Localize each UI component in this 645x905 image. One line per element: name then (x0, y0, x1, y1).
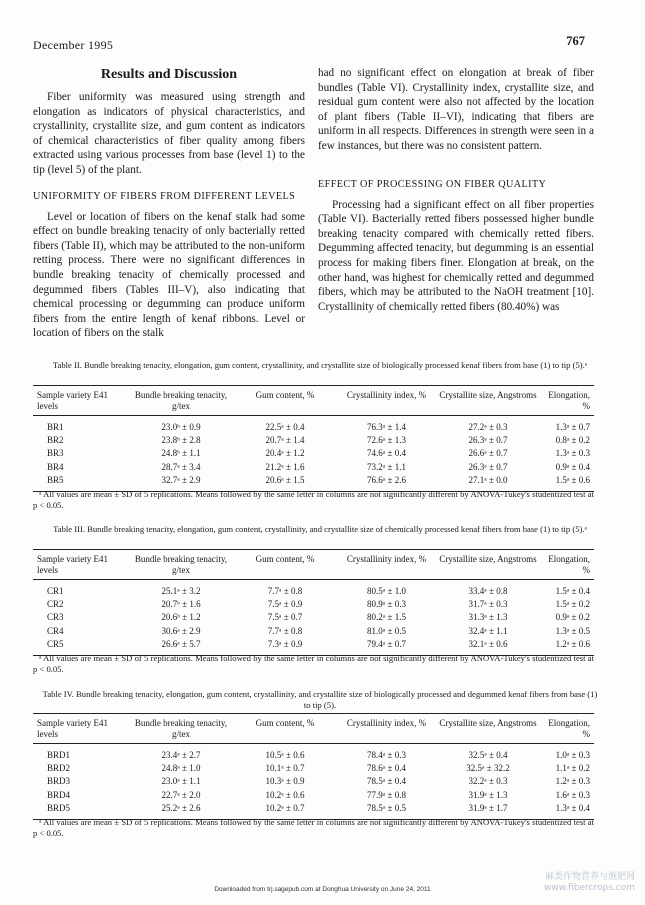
table-cell: 7.7ᵃ ± 0.8 (267, 586, 303, 596)
table-cell: BR1 (47, 422, 64, 432)
table-cell: 32.5ᵃ ± 32.2 (466, 763, 510, 774)
table-cell: 25.2ᵃ ± 2.6 (161, 802, 201, 813)
column-header: Bundle breaking tenacity, g/tex (134, 554, 228, 575)
table-cell: 79.4ᵃ ± 0.7 (367, 638, 406, 649)
table-cell: 1.0ᵃ ± 0.3 (555, 750, 590, 760)
table-cell: 32.2ᵃ ± 0.3 (468, 776, 508, 787)
table-cell: 80.5ᵃ ± 1.0 (367, 586, 406, 596)
download-footer: Downloaded from trj.sagepub.com at Donghua University on June 24, 2011 (214, 886, 431, 893)
table-row (33, 789, 594, 802)
table-cell: 1.3ᵃ ± 0.7 (555, 422, 590, 432)
table-cell: BR3 (47, 448, 64, 459)
table-cell: 24.8ᵇ ± 1.1 (161, 448, 201, 459)
table-cell: 32.1ᵃ ± 0.6 (468, 638, 508, 649)
table-cell: 1.5ᵃ ± 0.6 (555, 474, 590, 485)
table-cell: 26.6ᵃ ± 0.7 (468, 448, 508, 459)
data-table (33, 549, 594, 656)
subsection-heading: EFFECT OF PROCESSING ON FIBER QUALITY (318, 178, 547, 190)
column-header: Sample variety E41 levels (37, 390, 108, 411)
table-footnote: ᵃ All values are mean ± SD of 5 replications. Means followed by the same letter in columns are not significantly different by ANOVA-Tukey's studentized test at p < 0.05. (33, 489, 594, 510)
table-cell: BR4 (47, 461, 64, 472)
table-cell: 22.5ᵃ ± 0.4 (265, 422, 305, 432)
table-cell: 78.5ᵃ ± 0.4 (367, 776, 406, 787)
column-header: Bundle breaking tenacity, g/tex (134, 718, 228, 739)
column-header: Crystallinity index, % (346, 718, 427, 728)
column-header: Crystallite size, Angstroms (439, 390, 537, 400)
left-column (33, 66, 305, 341)
table-cell: 20.7ᵇ ± 1.6 (161, 599, 201, 610)
table-cell: 1.1ᵃ ± 0.2 (555, 763, 590, 774)
table-cell: 1.3ᵃ ± 0.4 (555, 802, 590, 813)
watermark-line: www.fibercrops.com (544, 883, 635, 893)
table-row (33, 762, 594, 775)
table-cell: 7.3ᵃ ± 0.9 (267, 638, 303, 649)
table-cell: 1.6ᵃ ± 0.3 (555, 789, 590, 800)
column-header: Crystallinity index, % (346, 390, 427, 400)
table-cell: 73.2ᵃ ± 1.1 (367, 461, 406, 472)
table-cell: 78.5ᵃ ± 0.5 (367, 802, 406, 813)
table-row (33, 611, 594, 624)
table-cell: 74.6ᵃ ± 0.4 (367, 448, 406, 459)
table-cell: CR1 (47, 586, 64, 596)
table-cell: 1.2ᵃ ± 0.6 (555, 638, 590, 649)
table-cell: 22.7ᵃ ± 2.0 (161, 789, 201, 800)
table-cell: 0.9ᵃ ± 0.2 (555, 612, 590, 623)
table-row (33, 447, 594, 460)
table-cell: BRD4 (47, 789, 71, 800)
table-cell: 30.6ᵃ ± 2.9 (161, 625, 201, 636)
table-caption: Table III. Bundle breaking tenacity, elongation, gum content, crystallinity, and crystallite size of chemically processed kenaf fibers from base (1) to tip (5).ᵃ (53, 524, 587, 534)
table-cell: 76.3ᵃ ± 1.4 (367, 422, 406, 432)
table-row (33, 580, 594, 599)
table-cell: BR2 (47, 435, 64, 446)
table-cell: 76.6ᵃ ± 2.6 (367, 474, 406, 485)
table-cell: 7.7ᵃ ± 0.8 (267, 625, 303, 636)
table-cell: 1.2ᵃ ± 0.3 (555, 776, 590, 787)
table-cell: BRD3 (47, 776, 71, 787)
table-cell: 26.6ᵃ ± 5.7 (161, 638, 201, 649)
table-cell: CR3 (47, 612, 64, 623)
table-cell: 23.4ᵃ ± 2.7 (161, 750, 201, 760)
table-cell: 31.9ᵃ ± 1.3 (468, 789, 508, 800)
column-header: Bundle breaking tenacity, g/tex (134, 390, 228, 411)
table-cell: 20.7ᵃ ± 1.4 (265, 435, 305, 446)
column-header: Elongation, % (548, 718, 590, 739)
table-cell: 0.8ᵃ ± 0.2 (555, 435, 590, 446)
paragraph: had no significant effect on elongation at break of fiber bundles (Table VI). Crystallinity index, crystallite size, and residual gum content were also not affected by the location of plant fibers (Table II–VI), indicating that fibers are uniform in all respects. Differences in strength were seen in a few instances, but there was no consistent pattern. (318, 67, 594, 152)
paragraph: Processing had a significant effect on all fiber properties (Table VI). Bacterially retted fibers possessed higher bundle breaking tenacity compared with chemically retted fibers. Degumming affected tenacity, but degumming is an essential process for making fibers finer. Elongation at break, on the other hand, was highest for chemically retted and degummed fibers, which may be attributed to the NaOH treatment [10]. Crystallinity of chemically retted fibers (80.40%) was (318, 198, 594, 313)
table-row (33, 625, 594, 638)
table-cell: 10.3ᵃ ± 0.9 (265, 776, 305, 787)
column-header: Crystallinity index, % (346, 554, 427, 564)
watermark (544, 872, 635, 894)
table-caption: Table II. Bundle breaking tenacity, elongation, gum content, crystallinity, and crystallite size of biologically processed kenaf fibers from base (1) to tip (5).ᵃ (52, 360, 588, 370)
table-cell: 31.9ᵃ ± 1.7 (468, 802, 508, 813)
section-title: Results and Discussion (100, 67, 238, 82)
page-number: 767 (566, 34, 585, 48)
table-cell: CR2 (47, 599, 64, 610)
table-cell: BRD1 (47, 750, 71, 760)
table-cell: 77.9ᵃ ± 0.8 (367, 789, 406, 800)
table-cell: 31.3ᵃ ± 1.3 (468, 612, 508, 623)
table-cell: 23.0ᵃ ± 1.1 (161, 776, 201, 787)
table-header-row (33, 550, 594, 580)
table-cell: 26.3ᵃ ± 0.7 (468, 435, 508, 446)
table-cell: 32.7ᵃ ± 2.9 (161, 474, 201, 485)
table-cell: BR5 (47, 474, 64, 485)
table-cell: 25.1ᵃ ± 3.2 (161, 586, 201, 596)
right-column (318, 66, 594, 314)
column-header: Crystallite size, Angstroms (439, 718, 537, 728)
column-header: Crystallite size, Angstroms (439, 554, 537, 564)
table-cell: 1.3ᵃ ± 0.3 (555, 448, 590, 459)
data-table (33, 385, 594, 492)
column-header: Gum content, % (255, 718, 315, 728)
table-cell: 1.3ᵃ ± 0.5 (555, 625, 590, 636)
paragraph: Level or location of fibers on the kenaf stalk had some effect on bundle breaking tenacity of only bacterially retted fibers (Table II), which may be attributed to the non-uniform retting process. There were no significant differences in bundle breaking tenacity of chemically processed and degummed fibers (Tables III–V), also indicating that chemical processing or degumming can produce uniform fibers from the entire length of kenaf ribbons. Level or location of fibers on the stalk (33, 210, 305, 340)
table-row (33, 461, 594, 474)
column-header: Sample variety E41 levels (37, 718, 108, 739)
table-cell: 72.6ᵃ ± 1.3 (367, 435, 406, 446)
table-cell: BRD2 (47, 763, 71, 774)
table-cell: 27.2ᵃ ± 0.3 (468, 422, 508, 432)
data-table (33, 713, 594, 820)
table-row (33, 416, 594, 435)
table-cell: 20.6ᵃ ± 1.5 (265, 474, 305, 485)
table-cell: 10.5ᵃ ± 0.6 (265, 750, 305, 760)
table-header-row (33, 386, 594, 416)
table-cell: 7.5ᵃ ± 0.9 (267, 599, 303, 610)
column-header: Elongation, % (548, 390, 590, 411)
table-cell: 20.4ᵃ ± 1.2 (265, 448, 305, 459)
table-cell: 81.0ᵃ ± 0.5 (367, 625, 406, 636)
table-footnote: ᵃ All values are mean ± SD of 5 replications. Means followed by the same letter in columns are not significantly different by ANOVA-Tukey's studentized test at p < 0.05. (33, 653, 594, 674)
table-cell: 80.2ᵃ ± 1.5 (367, 612, 406, 623)
table-cell: 10.1ᵃ ± 0.7 (265, 763, 305, 774)
table-header-row (33, 714, 594, 744)
paragraph: Fiber uniformity was measured using strength and elongation as indicators of physical characteristics, and crystallinity, crystallite size, and gum content as indicators of chemical characteristics of fiber quality among fibers extracted using various processes from base (level 1) to the tip (level 5) of the plant. (33, 91, 305, 176)
table-row (33, 434, 594, 447)
table-cell: 32.4ᵃ ± 1.1 (468, 625, 508, 636)
table-cell: 10.2ᵃ ± 0.6 (265, 789, 305, 800)
column-header: Gum content, % (255, 390, 315, 400)
table-cell: 10.2ᵃ ± 0.7 (265, 802, 305, 813)
table-cell: CR5 (47, 638, 64, 649)
table-row (33, 744, 594, 763)
table-cell: 1.5ᵃ ± 0.4 (555, 586, 590, 596)
table-row (33, 775, 594, 788)
table-cell: 24.8ᵃ ± 1.0 (161, 763, 201, 774)
table-cell: 1.5ᵃ ± 0.2 (555, 599, 590, 610)
table-cell: 23.0ᵇ ± 0.9 (161, 422, 201, 432)
running-header: December 1995 (33, 38, 114, 52)
table-cell: 27.1ᵃ ± 0.0 (468, 474, 508, 485)
column-header: Gum content, % (255, 554, 315, 564)
table-cell: 33.4ᵃ ± 0.8 (468, 586, 508, 596)
table-cell: 32.5ᵃ ± 0.4 (468, 750, 508, 760)
table-cell: 0.9ᵃ ± 0.4 (555, 461, 590, 472)
table-cell: 20.6ᵇ ± 1.2 (161, 612, 201, 623)
table-cell: 21.2ᵃ ± 1.6 (265, 461, 305, 472)
column-header: Sample variety E41 levels (37, 554, 108, 575)
table-cell: 31.7ᵃ ± 0.3 (468, 599, 508, 610)
table-cell: 80.9ᵃ ± 0.3 (367, 599, 406, 610)
column-header: Elongation, % (548, 554, 590, 575)
table-cell: 26.3ᵃ ± 0.7 (468, 461, 508, 472)
table-cell: 28.7ᵃ ± 3.4 (161, 461, 201, 472)
table-cell: 78.4ᵃ ± 0.3 (367, 750, 406, 760)
table-cell: 78.6ᵃ ± 0.4 (367, 763, 406, 774)
subsection-heading: UNIFORMITY OF FIBERS FROM DIFFERENT LEVELS (33, 190, 296, 202)
table-row (33, 598, 594, 611)
table-footnote: ᵃ All values are mean ± SD of 5 replications. Means followed by the same letter in columns are not significantly different by ANOVA-Tukey's studentized test at p < 0.05. (33, 817, 594, 838)
table-cell: 7.5ᵃ ± 0.7 (267, 612, 303, 623)
table-cell: 23.8ᵇ ± 2.8 (161, 435, 201, 446)
table-caption: Table IV. Bundle breaking tenacity, elongation, gum content, crystallinity, and crystallite size of biologically processed and degummed kenaf fibers from base (1) to tip (5). (42, 689, 598, 710)
watermark-line: 麻类作物营养与施肥网 (544, 872, 635, 882)
table-cell: BRD5 (47, 802, 71, 813)
table-cell: CR4 (47, 625, 64, 636)
